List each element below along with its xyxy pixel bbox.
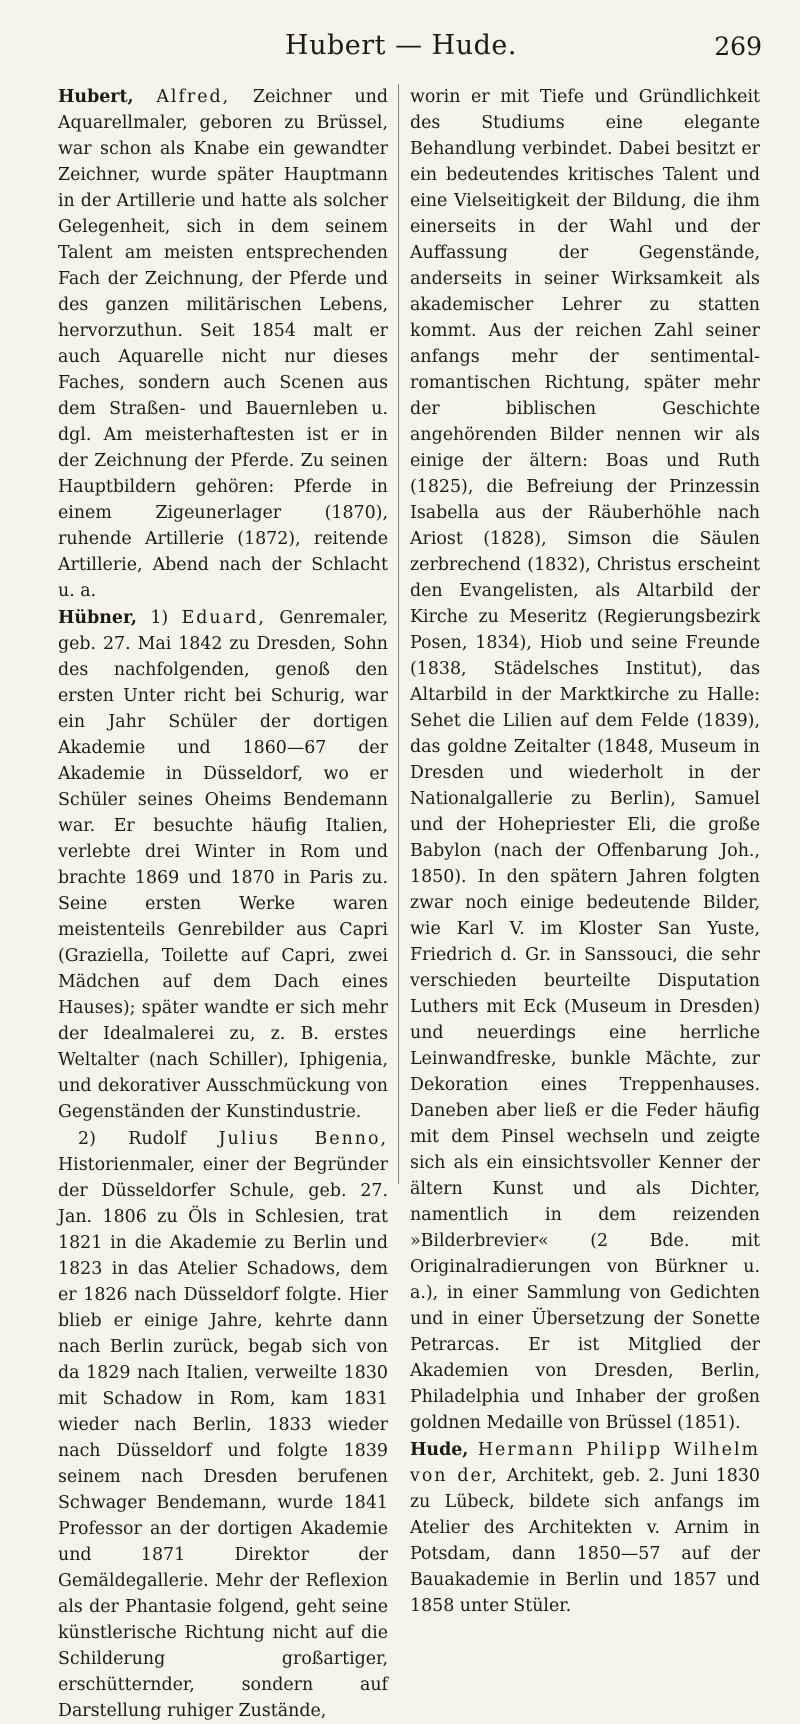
entry-number: 2) Rudolf (78, 1129, 187, 1149)
page-header (40, 30, 762, 70)
right-column (410, 84, 760, 1616)
entry-headword: Hude, (410, 1440, 469, 1460)
entry-text: Zeichner und Aquarellmaler, geboren zu Brüssel, war schon als Knabe ein gewandter Zeichner, wurde später Hauptmann in der Artillerie und hatte als solcher Gelegenheit, sich in dem seinem Talent am meisten entsprechenden Fach der Zeichnung, der Pferde und des ganzen militärischen Lebens, hervorzuthun. Seit 1854 malt er auch Aquarelle nicht nur dieses Faches, sondern auch Scenen aus dem Straßen- und Bauernleben u. dgl. Am meisterhaftesten ist er in der Zeichnung der Pferde. Zu seinen Hauptbildern gehören: Pferde in einem Zigeunerlager (1870), ruhende Artillerie (1872), reitende Artillerie, Abend nach der Schlacht u. a. (58, 87, 388, 601)
entry-continuation (410, 84, 760, 1436)
entry-hude (410, 1437, 760, 1619)
entry-given-name: Hermann Philipp Wilhelm von der, (410, 1440, 760, 1486)
entry-text: Genremaler, geb. 27. Mai 1842 zu Dresden, Sohn des nachfolgenden, genoß den ersten Unter richt bei Schurig, war ein Jahr Schüler der dortigen Akademie und 1860—67 der Akademie in Düsseldorf, wo er Schüler seines Oheims Bendemann war. Er besuchte häufig Italien, verlebte drei Winter in Rom und brachte 1869 und 1870 in Paris zu. Seine ersten Werke waren meistenteils Genrebilder aus Capri (Graziella, Toilette auf Capri, zwei Mädchen auf dem Dach eines Hauses); später wandte er sich mehr der Idealmalerei zu, z. B. erstes Weltalter (nach Schiller), Iphigenia, und dekorativer Ausschmückung von Gegenständen der Kunstindustrie. (58, 608, 388, 1122)
entry-number: 1) (150, 608, 169, 628)
entry-headword: Hübner, (58, 608, 137, 628)
entry-huebner-2 (58, 1126, 388, 1724)
entry-huebner (58, 605, 388, 1125)
entry-given-name: Eduard, (181, 608, 266, 628)
left-column (58, 84, 388, 1721)
running-title: Hubert — Hude. (285, 30, 517, 61)
entry-text: worin er mit Tiefe und Gründlichkeit des Studiums eine elegante Behandlung verbindet. Dabei besitzt er ein bedeutendes kritisches Talent und eine Vielseitigkeit der Bildung, die ihm einerseits in der Wahl und der Auffassung der Gegenstände, anderseits in seiner Wirksamkeit als akademischer Lehrer zu statten kommt. Aus der reichen Zahl seiner anfangs mehr der sentimental-romantischen Richtung, später mehr der biblischen Geschichte angehörenden Bilder nennen wir als einige der ältern: Boas und Ruth (1825), die Befreiung der Prinzessin Isabella aus der Räuberhöhle nach Ariost (1828), Simson die Säulen zerbrechend (1832), Christus erscheint den Evangelisten, als Altarbild der Kirche zu Meseritz (Regierungsbezirk Posen, 1834), Hiob und seine Freunde (1838, Städelsches Institut), das Altarbild in der Marktkirche zu Halle: Sehet die Lilien auf dem Felde (1839), das goldne Zeitalter (1848, Museum in Dresden und wiederholt in der Nationalgallerie zu Berlin), Samuel und der Hohepriester Eli, die große Babylon (nach der Offenbarung Joh., 1850). In den spätern Jahren folgten zwar noch einige bedeutende Bilder, wie Karl V. im Kloster San Yuste, Friedrich d. Gr. in Sanssouci, die sehr verschieden beurteilte Disputation Luthers mit Eck (Museum in Dresden) und neuerdings eine herrliche Leinwandfreske, bunkle Mächte, zur Dekoration eines Treppenhauses. Daneben aber ließ er die Feder häufig mit dem Pinsel wechseln und zeigte sich als ein einsichtsvoller Kenner der ältern Kunst und als Dichter, namentlich in dem reizenden »Bilderbrevier« (2 Bde. mit Originalradierungen von Bürkner u. a.), in einer Sammlung von Gedichten und in einer Übersetzung der Sonette Petrarcas. Er ist Mitglied der Akademien von Dresden, Berlin, Philadelphia und Inhaber der großen goldnen Medaille von Brüssel (1851). (410, 87, 760, 1433)
entry-headword: Hubert, (58, 87, 134, 107)
page-number: 269 (714, 32, 762, 61)
entry-text: Architekt, geb. 2. Juni 1830 zu Lübeck, bildete sich anfangs im Atelier des Architekten v. Arnim in Potsdam, dann 1850—57 auf der Bauakademie in Berlin und 1857 und 1858 unter Stüler. (410, 1466, 760, 1616)
entry-hubert (58, 84, 388, 604)
entry-given-name: Alfred, (156, 87, 231, 107)
entry-given-name: Julius Benno, (218, 1129, 388, 1149)
entry-text: Historienmaler, einer der Begründer der Düsseldorfer Schule, geb. 27. Jan. 1806 zu Öls in Schlesien, trat 1821 in die Akademie zu Berlin und 1823 in das Atelier Schadows, dem er 1826 nach Düsseldorf folgte. Hier blieb er einige Jahre, kehrte dann nach Berlin zurück, begab sich von da 1829 nach Italien, verweilte 1830 mit Schadow in Rom, kam 1831 wieder nach Berlin, 1833 wieder nach Düsseldorf und folgte 1839 seinem nach Dresden berufenen Schwager Bendemann, wurde 1841 Professor an der dortigen Akademie und 1871 Direktor der Gemäldegallerie. Mehr der Reflexion als der Phantasie folgend, geht seine künstlerische Richtung nicht auf die Schilderung großartiger, erschütternder, sondern auf Darstellung ruhiger Zustände, (58, 1155, 388, 1721)
column-divider (398, 84, 399, 1184)
